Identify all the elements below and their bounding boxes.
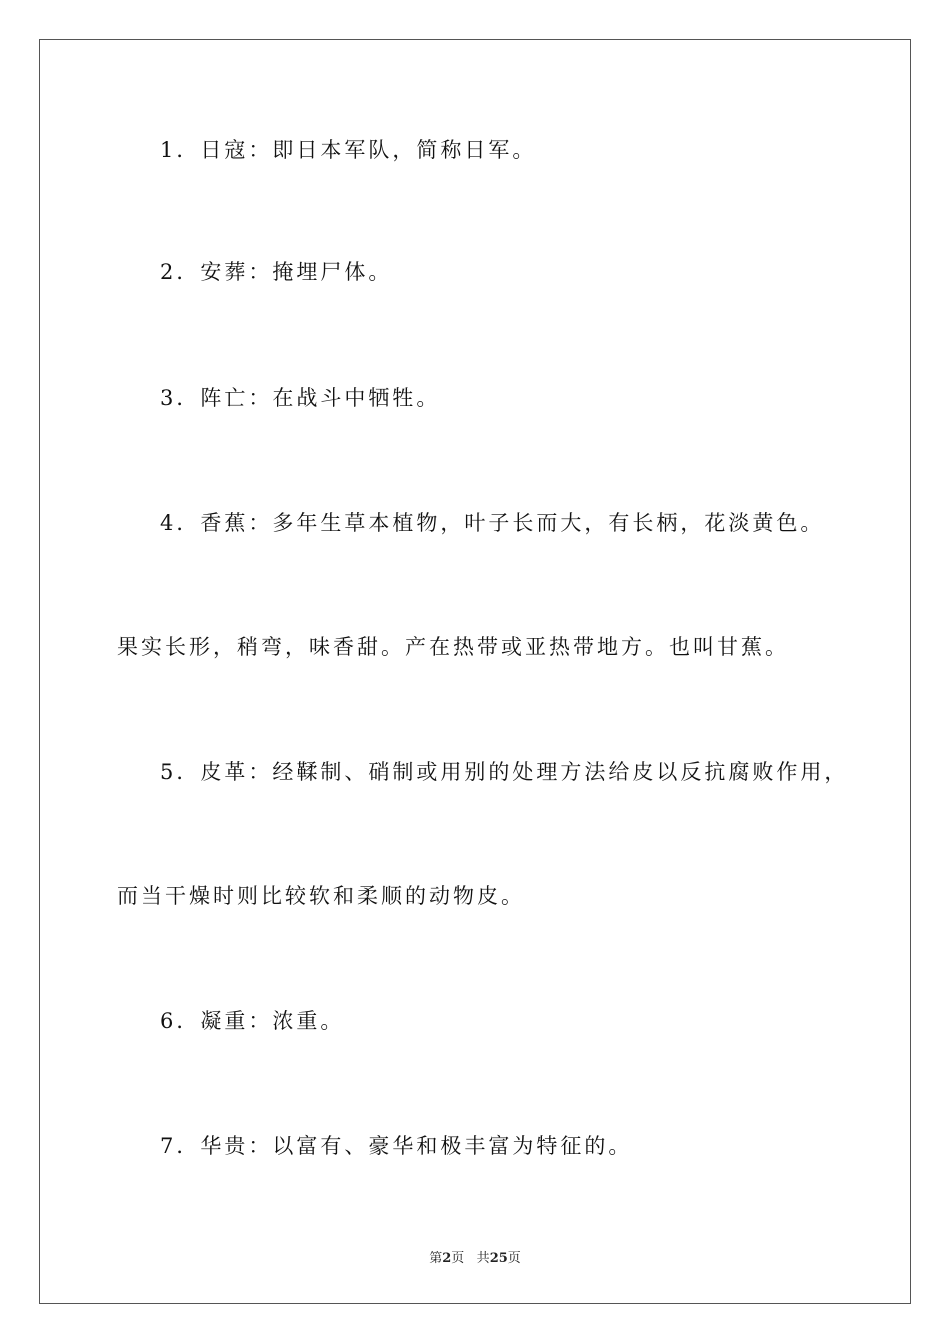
definition-line-2: 2．安葬：掩埋尸体。 <box>160 260 393 284</box>
footer-prefix: 第 <box>429 1251 443 1266</box>
page-footer <box>0 1247 950 1266</box>
definition-line-1: 1．日寇：即日本军队，简称日军。 <box>160 138 537 162</box>
definition-line-5: 5．皮革：经鞣制、硝制或用别的处理方法给皮以反抗腐败作用， <box>160 760 849 784</box>
definition-line-4-continued: 果实长形，稍弯，味香甜。产在热带或亚热带地方。也叫甘蕉。 <box>117 635 789 659</box>
footer-total-prefix: 共 <box>476 1251 490 1266</box>
definition-line-6: 6．凝重：浓重。 <box>160 1009 345 1033</box>
definition-line-7: 7．华贵：以富有、豪华和极丰富为特征的。 <box>160 1134 633 1158</box>
page-frame <box>39 39 911 1304</box>
definition-line-4: 4．香蕉：多年生草本植物，叶子长而大，有长柄，花淡黄色。 <box>160 511 825 535</box>
footer-total-suffix: 页 <box>507 1251 521 1266</box>
total-pages-number: 25 <box>489 1251 508 1266</box>
current-page-number: 2 <box>442 1251 452 1266</box>
definition-line-3: 3．阵亡：在战斗中牺牲。 <box>160 386 441 410</box>
footer-page-suffix: 页 <box>451 1251 465 1266</box>
definition-line-5-continued: 而当干燥时则比较软和柔顺的动物皮。 <box>117 884 525 908</box>
